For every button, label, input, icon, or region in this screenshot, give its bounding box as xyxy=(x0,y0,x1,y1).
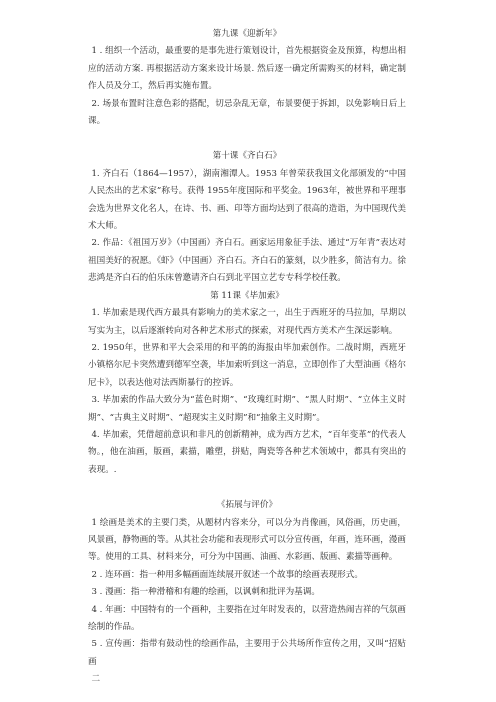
paragraph: 2 . 连环画：指一种用多幅画面连续展开叙述一个故事的绘画表现形式。 xyxy=(91,569,363,580)
paragraph: 1. 毕加索是现代西方最具有影响力的美术家之一，出生于西班牙的马拉加，早期以写实为主，以后逐渐转向对各种艺术形式的探索，对现代西方美术产生深远影响。 xyxy=(88,308,406,336)
document-body xyxy=(88,26,406,689)
paragraph: 5 . 宣传画：指带有鼓动性的绘画作品，主要用于公共场所作宣传之用，又叫“招贴画 xyxy=(88,639,406,667)
paragraph: 1 . 组织一个活动，最重要的是事先进行策划设计，首先根据资金及预算，构想出相应的活动方案. 再根据活动方案来设计场景. 然后逐一确定所需购买的材料，确定制作人员及分工，然后再实施布置。 xyxy=(88,46,406,92)
section-title: 第十课《齐白石》 xyxy=(212,151,282,162)
section-title: 《拓展与评价》 xyxy=(216,500,278,511)
paragraph: 3 . 漫画：指一种滑稽和有趣的绘画，以讽刺和批评为基调。 xyxy=(91,587,320,598)
paragraph: 2. 场景布置时注意色彩的搭配，切忌杂乱无章，布景要便于拆卸，以免影响日后上课。 xyxy=(88,98,406,127)
paragraph: 2. 1950年，世界和平大会采用的和平鸽的海报由毕加索创作。二战时期，西班牙小镇格尔尼卡突然遭到德军空袭，毕加索听到这一消息，立即创作了大型油画《格尔尼卡》，以表达他对法西斯暴行的控诉。 xyxy=(88,342,406,388)
section-title: 第 11课《毕加索》 xyxy=(210,290,284,301)
paragraph: 二 xyxy=(91,674,101,685)
paragraph: 4 . 年画：中国特有的一个画种，主要指在过年时发表的，以营造热闹吉祥的气氛画绘制的作品。 xyxy=(88,604,406,632)
paragraph: 2. 作品：《祖国万岁》（中国画）齐白石。画家运用象征手法、通过“万年青”表达对祖国美好的祝愿。《虾》（中国画）齐白石。齐白石的篆刻，以少胜多，简洁有力。徐悲鸿是齐白石的伯乐床曾邀请齐白石到北平国立艺专专科学校任教。 xyxy=(88,238,406,284)
paragraph: 1. 齐白石（1864—1957），湖南湘潭人。1953 年曾荣获我国文化部颁发的“中国人民杰出的艺术家”称号。获得 1955年度国际和平奖金。1963年，被世界和平理事会选为世界文化名人，在诗、书、画、印等方面均达到了很高的造诣，为中国现代美术大师。 xyxy=(88,168,406,232)
paragraph: 4. 毕加索，凭借超前意识和非凡的创新精神，成为西方艺术，“百年变革”的代表人物。，他在油画，版画，素描，雕塑，拼贴，陶瓷等各种艺术领域中，都具有突出的表现。. xyxy=(88,429,406,475)
section-title: 第九课《迎新年》 xyxy=(212,29,282,39)
paragraph: 3. 毕加索的作品大致分为“蓝色时期”、“玫瑰红时期”、“黑人时期”、“立体主义时期”、“古典主义时期”、“超现实主义时期”和“抽象主义时期”。 xyxy=(88,395,406,423)
paragraph: 1 绘画是美术的主要门类，从题材内容来分，可以分为肖像画，风俗画，历史画，风景画，静物画的等。从其社会功能和表现形式可以分宣传画，年画，连环画，漫画等。使用的工具、材料来分，可分为中国画、油画、水彩画、版画、素描等画种。 xyxy=(88,517,406,563)
